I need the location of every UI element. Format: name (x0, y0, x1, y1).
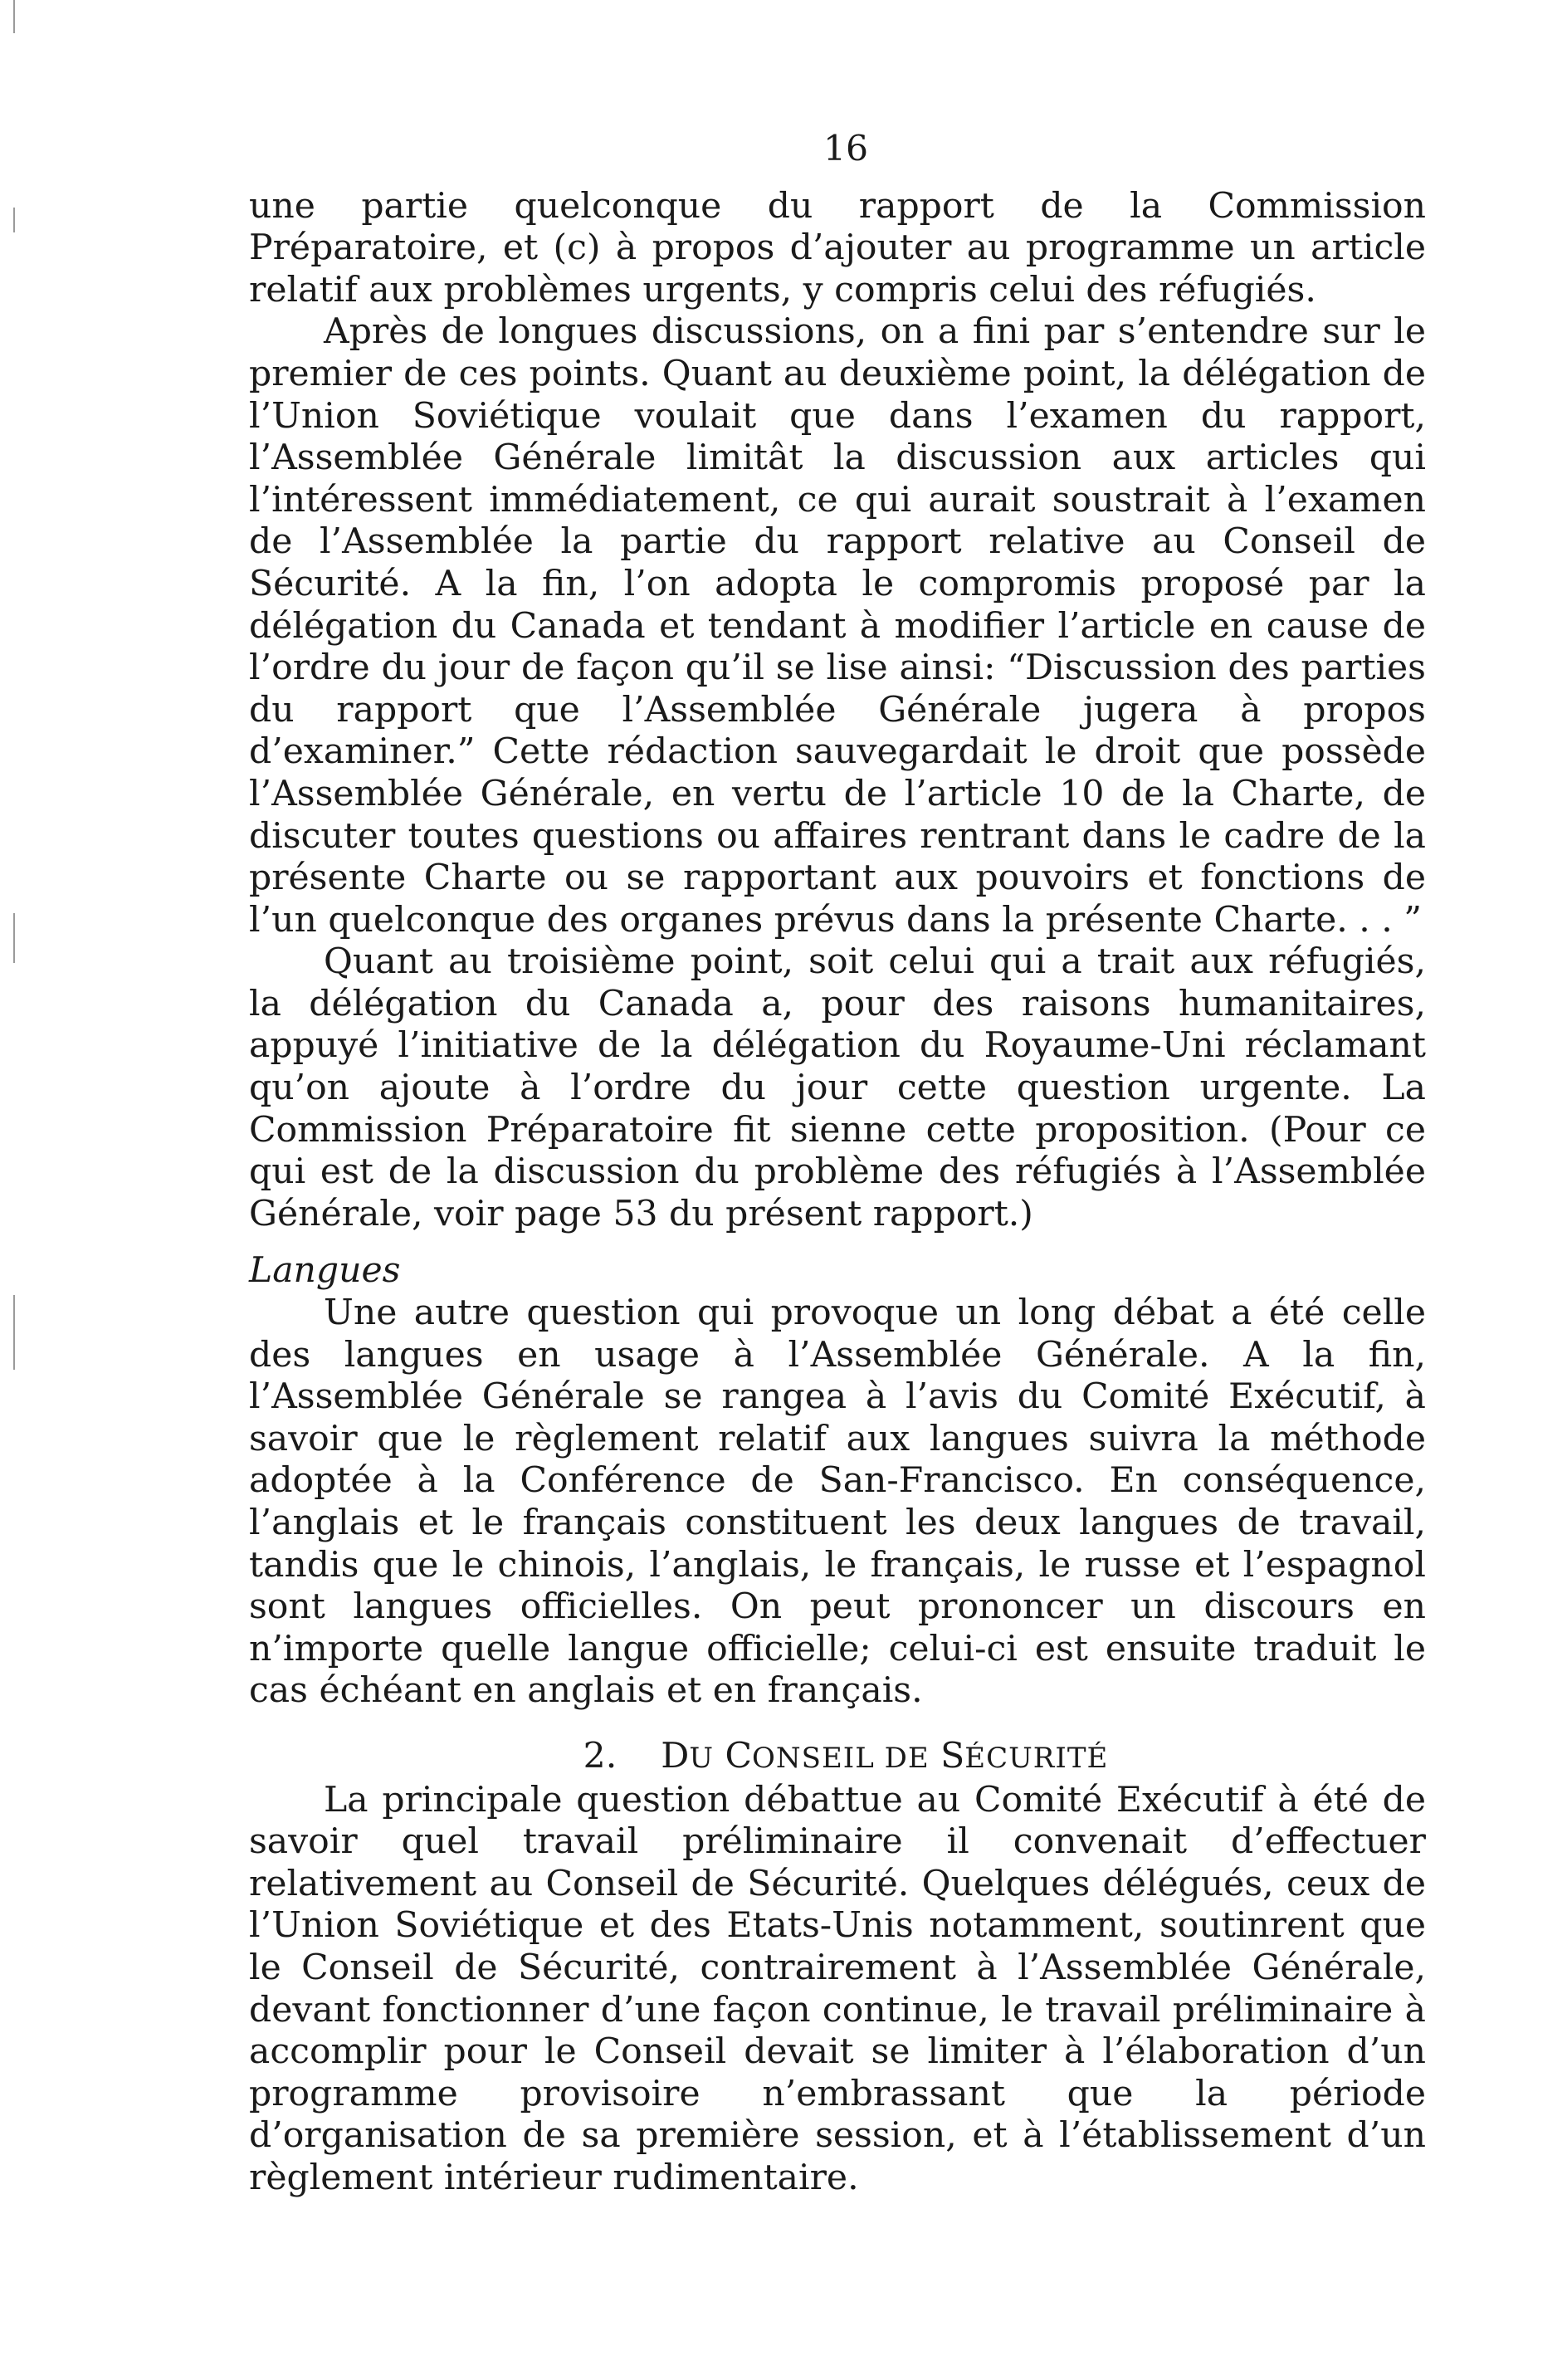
paragraph-langues: Une autre question qui provoque un long débat a été celle des langues en usage à l’Assemblée Générale. A la fin, l’Assemblée Générale se rangea à l’avis du Comité Exécutif, à savoir que le règlement relatif aux langues suivra la méthode adoptée à la Conférence de San-Francisco. En conséquence, l’anglais et le français constituent les deux langues de travail, tandis que le chinois, l’anglais, le français, le russe et l’espagnol sont langues officielles. On peut prononcer un discours en n’importe quelle langue officielle; celui-ci est ensuite traduit le cas échéant en anglais et en français. (249, 1293, 1426, 1712)
section-title-part: U (689, 1741, 714, 1775)
subheading-langues: Langues (249, 1250, 401, 1292)
paragraph-refugees: Quant au troisième point, soit celui qui a trait aux réfugiés, la délégation du Canada a, pour des raisons humanitaires, appuyé l’initiative de la délégation du Royaume-Uni réclamant qu’on ajoute à l’ordre du jour cette question urgente. La Commission Préparatoire fit sienne cette proposition. (Pour ce qui est de la discussion du problème des réfugiés à l’Assemblée Générale, voir page 53 du présent rapport.) (249, 941, 1426, 1234)
scan-margin-mark (13, 1295, 15, 1370)
section-number: 2. (583, 1735, 618, 1776)
section-title-part: C (714, 1735, 753, 1776)
section-title-part: D (661, 1735, 690, 1776)
section-title (249, 1736, 1426, 1780)
paragraph-discussion: Après de longues discussions, on a fini par s’entendre sur le premier de ces points. Quant au deuxième point, la délégation de l’Union Soviétique voulait que dans l’examen du rapport, l’Assemblée Générale limitât la discussion aux articles qui l’intéressent immédiatement, ce qui aurait soustrait à l’examen de l’Assemblée la partie du rapport relative au Conseil de Sécurité. A la fin, l’on adopta le compromis proposé par la délégation du Canada et tendant à modifier l’article en cause de l’ordre du jour de façon qu’il se lise ainsi: “Discussion des parties du rapport que l’Assemblée Générale jugera à propos d’examiner.” Cette rédaction sauvegardait le droit que possède l’Assemblée Générale, en vertu de l’article 10 de la Charte, de discuter toutes questions ou affaires rentrant dans le cadre de la présente Charte ou se rapportant aux pouvoirs et fonctions de l’un quelconque des organes prévus dans la présente Charte. . . ” (249, 311, 1426, 941)
section-title-part: DE (874, 1741, 930, 1775)
scan-margin-mark (13, 208, 15, 232)
page-number: 16 (823, 129, 869, 169)
scan-margin-mark (13, 913, 15, 963)
document-page (249, 129, 1426, 2200)
paragraph-continued: une partie quelconque du rapport de la Commission Préparatoire, et (c) à propos d’ajouter au programme un article relatif aux problèmes urgents, y compris celui des réfugiés. (249, 185, 1426, 310)
scan-margin-mark (13, 0, 15, 33)
section-title-part: S (929, 1735, 965, 1776)
section-title-part: ONSEIL (752, 1741, 875, 1775)
paragraph-conseil: La principale question débattue au Comité Exécutif à été de savoir quel travail préliminaire il convenait d’effectuer relativement au Conseil de Sécurité. Quelques délégués, ceux de l’Union Soviétique et des Etats-Unis notamment, soutinrent que le Conseil de Sécurité, contrairement à l’Assemblée Générale, devant fonctionner d’une façon continue, le travail préliminaire à accomplir pour le Conseil devait se limiter à l’élaboration d’un programme provisoire n’embrassant que la période d’organisation de sa première session, et à l’établissement d’un règlement intérieur rudimentaire. (249, 1779, 1426, 2198)
section-title-part: ÉCURITÉ (964, 1741, 1109, 1775)
